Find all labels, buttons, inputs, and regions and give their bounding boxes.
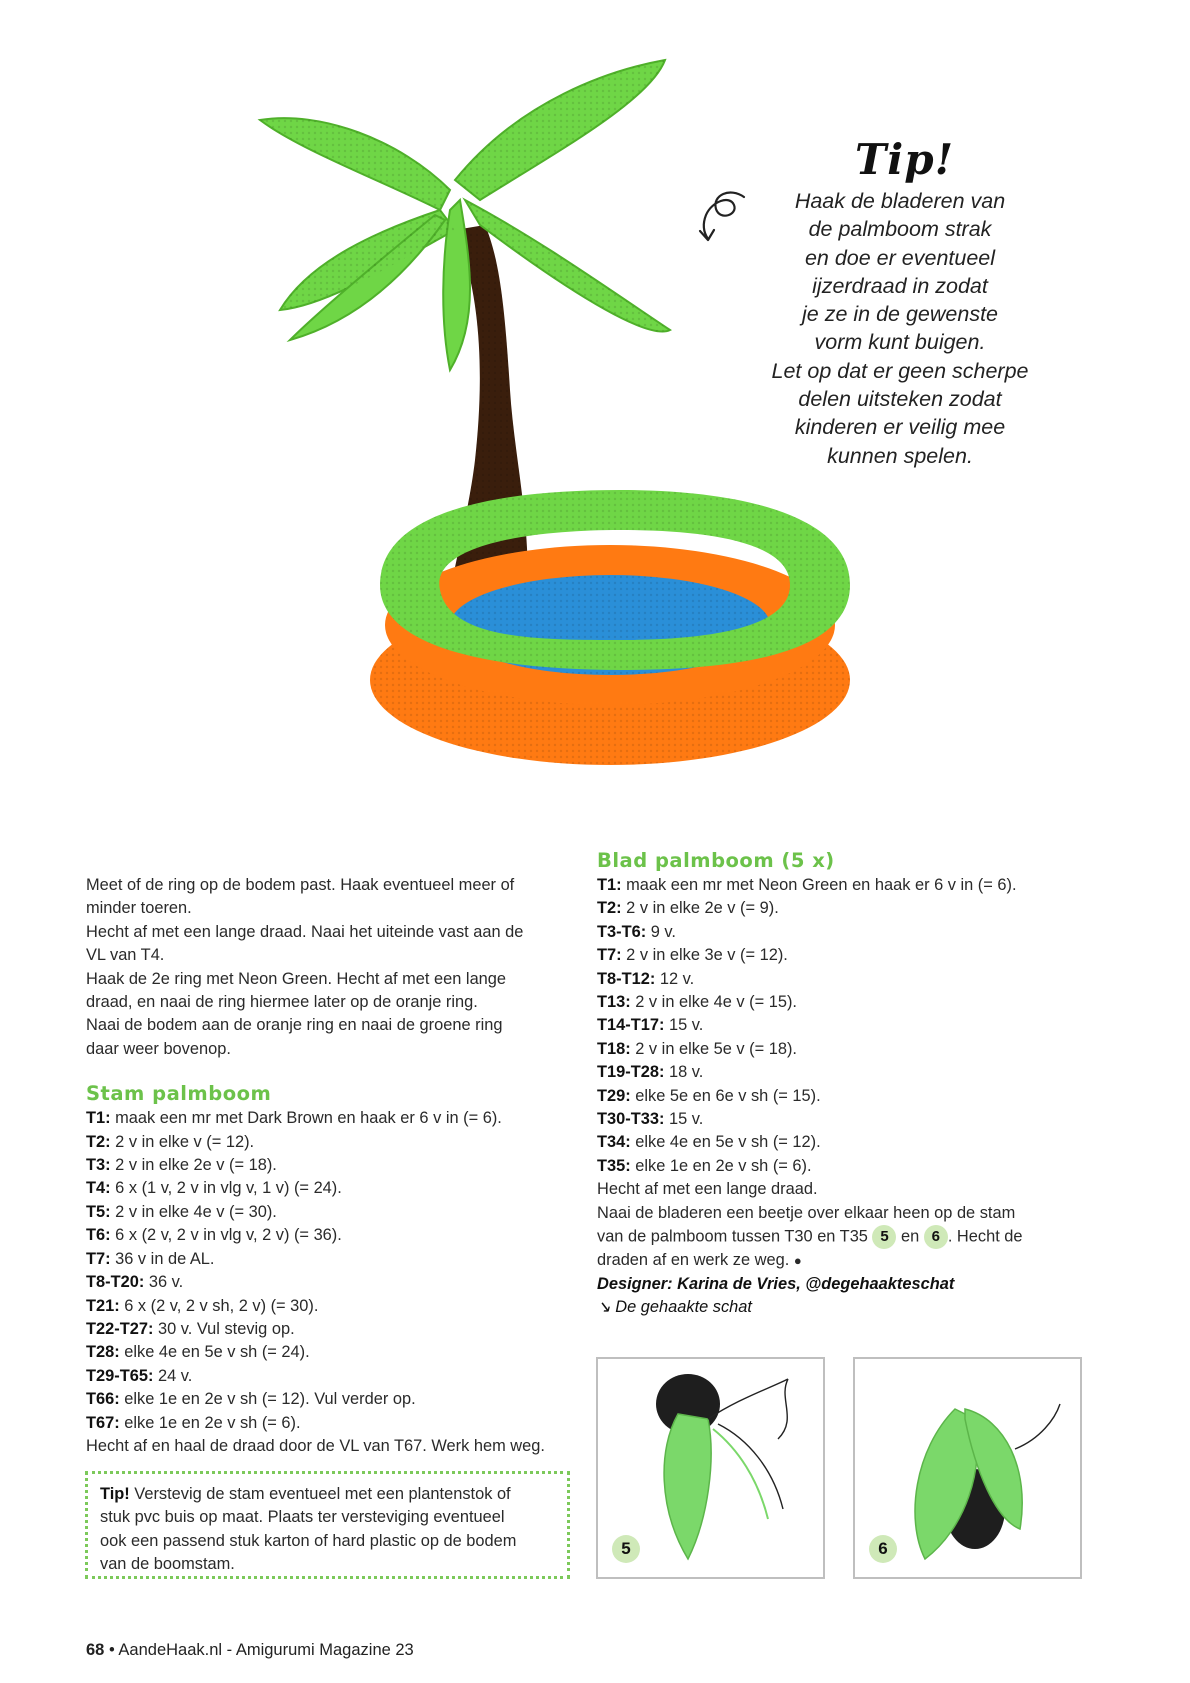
tip-box-line: Verstevig de stam eventueel met een plantenstok of xyxy=(129,1485,511,1503)
pattern-row xyxy=(86,1295,576,1318)
stam-closing: Hecht af en haal de draad door de VL van T67. Werk hem weg. xyxy=(86,1436,545,1455)
intro-line: daar weer bovenop. xyxy=(86,1039,231,1058)
blad-closing: Hecht af met een lange draad. xyxy=(597,1180,818,1199)
tip-box-label: Tip! xyxy=(100,1485,130,1503)
row-text: 24 v. xyxy=(153,1366,193,1385)
tip-line: delen uitsteken zodat xyxy=(798,387,1002,412)
pattern-row xyxy=(597,991,1087,1014)
tip-box-line: van de boomstam. xyxy=(100,1555,235,1574)
pattern-row xyxy=(597,874,1087,897)
row-text: elke 1e en 2e v sh (= 6). xyxy=(119,1413,301,1432)
row-text: elke 1e en 2e v sh (= 6). xyxy=(630,1156,812,1175)
row-text: maak een mr met Dark Brown en haak er 6 v in (= 6). xyxy=(110,1109,502,1128)
row-text: elke 4e en 5e v sh (= 24). xyxy=(119,1343,310,1362)
step-photo-6 xyxy=(853,1357,1082,1579)
row-label: T2: xyxy=(86,1132,111,1151)
row-label: T35: xyxy=(597,1156,631,1175)
tip-line: kunnen spelen. xyxy=(827,443,973,468)
row-text: 15 v. xyxy=(664,1110,704,1129)
row-text: elke 4e en 5e v sh (= 12). xyxy=(630,1133,821,1152)
tip-line: je ze in de gewenste xyxy=(801,302,999,327)
tip-text xyxy=(760,187,1040,470)
row-label: T18: xyxy=(597,1039,631,1058)
step-badge-6: 6 xyxy=(924,1225,948,1249)
pattern-row xyxy=(86,1201,576,1224)
pattern-row xyxy=(597,1061,1087,1084)
row-label: T3: xyxy=(86,1156,111,1175)
pattern-row xyxy=(86,1412,576,1435)
intro-line: Naai de bodem aan de oranje ring en naai de groene ring xyxy=(86,1016,503,1035)
intro-line: Meet of de ring op de bodem past. Haak eventueel meer of xyxy=(86,876,515,894)
tip-box-line: stuk pvc buis op maat. Plaats ter versteviging eventueel xyxy=(100,1508,505,1527)
pattern-row xyxy=(597,1155,1087,1178)
row-label: T8-T20: xyxy=(86,1273,145,1292)
tip-line: en doe er eventueel xyxy=(804,245,996,270)
tip-line: ijzerdraad in zodat xyxy=(812,273,988,298)
tip-line: de palmboom strak xyxy=(808,217,992,242)
curl-arrow-icon xyxy=(690,185,752,245)
row-label: T28: xyxy=(86,1343,120,1362)
intro-line: Hecht af met een lange draad. Naai het uiteinde vast aan de xyxy=(86,922,524,941)
pattern-row xyxy=(597,1038,1087,1061)
intro-line: minder toeren. xyxy=(86,899,192,918)
photo-badge: 6 xyxy=(869,1535,897,1563)
row-label: T1: xyxy=(86,1109,111,1128)
right-column xyxy=(597,848,1087,1319)
blad-heading: Blad palmboom (5 x) xyxy=(597,849,835,872)
row-text: 2 v in elke 2e v (= 18). xyxy=(110,1156,277,1175)
row-label: T29: xyxy=(597,1086,631,1105)
row-label: T14-T17: xyxy=(597,1016,665,1035)
row-text: 6 x (2 v, 2 v in vlg v, 2 v) (= 36). xyxy=(110,1226,342,1245)
magazine-name: AandeHaak.nl - Amigurumi Magazine 23 xyxy=(118,1641,414,1659)
step-photo-5 xyxy=(596,1357,825,1579)
pattern-row xyxy=(86,1107,576,1130)
row-text: 2 v in elke 2e v (= 9). xyxy=(621,899,779,918)
row-text: 2 v in elke 4e v (= 30). xyxy=(110,1202,277,1221)
tip-box-line: ook een passend stuk karton of hard plastic op de bodem xyxy=(100,1531,517,1550)
pattern-row xyxy=(86,1271,576,1294)
intro-line: VL van T4. xyxy=(86,946,165,965)
row-label: T7: xyxy=(597,946,622,965)
pattern-row xyxy=(86,1388,576,1411)
pattern-row xyxy=(597,1108,1087,1131)
row-text: 30 v. Vul stevig op. xyxy=(153,1319,295,1338)
row-text: elke 5e en 6e v sh (= 15). xyxy=(630,1086,821,1105)
row-label: T1: xyxy=(597,876,622,894)
row-text: 9 v. xyxy=(646,922,676,941)
pattern-row xyxy=(86,1154,576,1177)
row-label: T29-T65: xyxy=(86,1366,154,1385)
pattern-row xyxy=(86,1248,576,1271)
photo-badge: 5 xyxy=(612,1535,640,1563)
blad-closing: van de palmboom tussen T30 en T35 5 en 6 . Hecht de xyxy=(597,1225,1087,1249)
blad-closing: Naai de bladeren een beetje over elkaar heen op de stam xyxy=(597,1203,1016,1222)
pattern-row xyxy=(86,1177,576,1200)
page-footer: 68 • AandeHaak.nl - Amigurumi Magazine 23 xyxy=(86,1641,414,1659)
row-label: T5: xyxy=(86,1202,111,1221)
blad-rows xyxy=(597,874,1087,1178)
row-label: T30-T33: xyxy=(597,1110,665,1129)
row-text: elke 1e en 2e v sh (= 12). Vul verder op. xyxy=(119,1390,416,1409)
row-text: 2 v in elke 4e v (= 15). xyxy=(630,993,797,1012)
tip-title: Tip! xyxy=(855,135,955,184)
row-label: T22-T27: xyxy=(86,1319,154,1338)
row-text: 2 v in elke v (= 12). xyxy=(110,1132,255,1151)
row-text: 6 x (2 v, 2 v sh, 2 v) (= 30). xyxy=(119,1296,319,1315)
pattern-row xyxy=(597,968,1087,991)
intro-line: draad, en naai de ring hiermee later op de oranje ring. xyxy=(86,993,478,1012)
pattern-row xyxy=(86,1131,576,1154)
step-badge-5: 5 xyxy=(872,1225,896,1249)
row-text: maak een mr met Neon Green en haak er 6 v in (= 6). xyxy=(621,876,1017,894)
stam-heading: Stam palmboom xyxy=(86,1082,272,1106)
tip-box xyxy=(85,1471,570,1579)
row-text: 36 v in de AL. xyxy=(110,1249,215,1268)
tip-line: kinderen er veilig mee xyxy=(794,415,1006,440)
row-text: 2 v in elke 3e v (= 12). xyxy=(621,946,788,965)
row-label: T2: xyxy=(597,899,622,918)
row-label: T3-T6: xyxy=(597,922,647,941)
row-label: T6: xyxy=(86,1226,111,1245)
blad-closing: draden af en werk ze weg. ● xyxy=(597,1251,802,1270)
pattern-row xyxy=(597,921,1087,944)
row-label: T34: xyxy=(597,1133,631,1152)
row-label: T66: xyxy=(86,1390,120,1409)
row-label: T8-T12: xyxy=(597,969,656,988)
pattern-row xyxy=(597,1131,1087,1154)
row-label: T21: xyxy=(86,1296,120,1315)
end-mark: ● xyxy=(793,1253,802,1269)
row-text: 36 v. xyxy=(144,1273,184,1292)
pattern-row xyxy=(86,1365,576,1388)
signature: ↘ De gehaakte schat xyxy=(597,1297,752,1316)
row-text: 12 v. xyxy=(655,969,695,988)
row-label: T19-T28: xyxy=(597,1063,665,1082)
pattern-row xyxy=(597,1085,1087,1108)
page-number: 68 xyxy=(86,1641,105,1659)
pattern-row xyxy=(597,1014,1087,1037)
row-text: 6 x (1 v, 2 v in vlg v, 1 v) (= 24). xyxy=(110,1179,342,1198)
row-text: 2 v in elke 5e v (= 18). xyxy=(630,1039,797,1058)
intro-line: Haak de 2e ring met Neon Green. Hecht af met een lange xyxy=(86,969,507,988)
signature-arrow-icon: ↘ xyxy=(597,1297,611,1316)
stam-rows xyxy=(86,1107,576,1435)
designer-credit: Designer: Karina de Vries, @degehaakteschat xyxy=(597,1274,955,1293)
row-text: 18 v. xyxy=(664,1063,704,1082)
pattern-row xyxy=(86,1318,576,1341)
tip-line: Let op dat er geen scherpe xyxy=(771,358,1029,383)
pattern-row xyxy=(597,897,1087,920)
pattern-row xyxy=(86,1341,576,1364)
row-label: T4: xyxy=(86,1179,111,1198)
row-label: T67: xyxy=(86,1413,120,1432)
tip-line: Haak de bladeren van xyxy=(794,189,1006,213)
pattern-row xyxy=(86,1224,576,1247)
tip-line: vorm kunt buigen. xyxy=(814,330,986,355)
row-text: 15 v. xyxy=(664,1016,704,1035)
row-label: T7: xyxy=(86,1249,111,1268)
left-column xyxy=(86,874,576,1458)
row-label: T13: xyxy=(597,993,631,1012)
pattern-row xyxy=(597,944,1087,967)
